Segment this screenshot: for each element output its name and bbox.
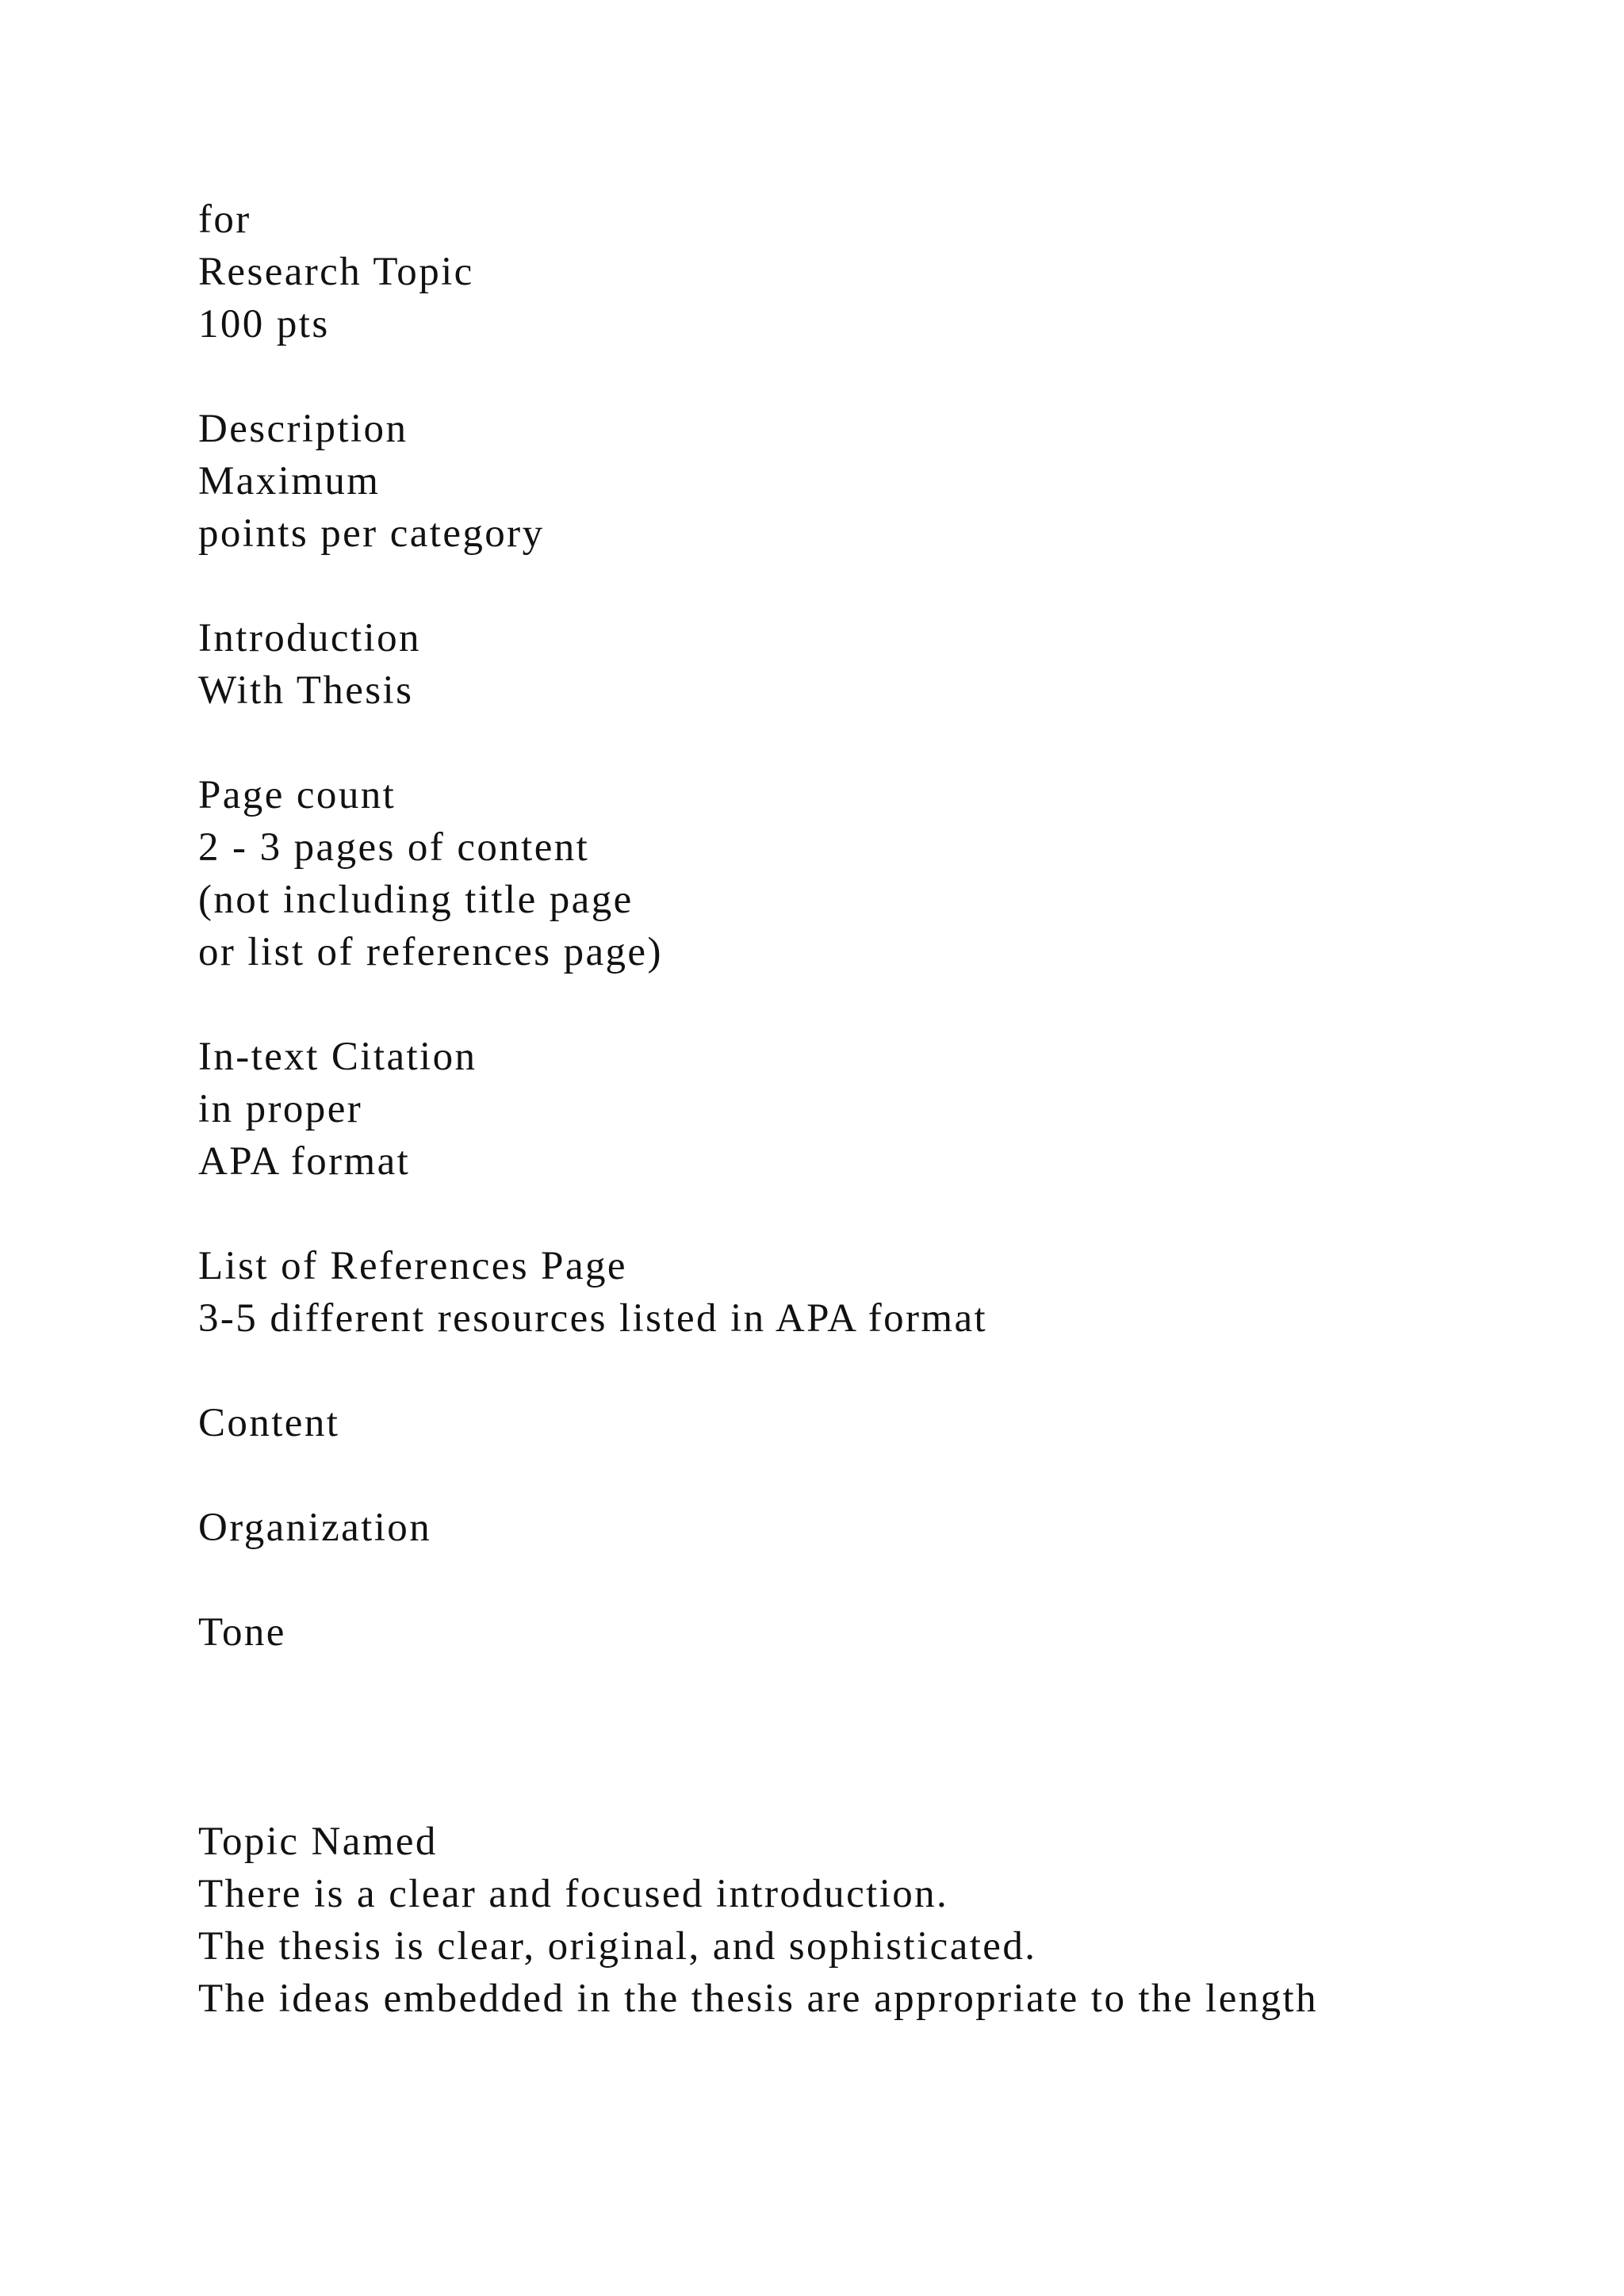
points-per-category-heading: points per category <box>198 511 545 556</box>
spacer <box>198 1188 1586 1240</box>
category-page-count-detail: (not including title page <box>198 878 634 922</box>
category-page-count-detail: or list of references page) <box>198 930 663 974</box>
category-introduction: Introduction <box>198 616 421 660</box>
category-page-count-detail: 2 - 3 pages of content <box>198 825 590 870</box>
spacer <box>198 1554 1586 1606</box>
category-content: Content <box>198 1401 340 1445</box>
topic-named-heading: Topic Named <box>198 1820 438 1864</box>
spacer <box>198 560 1586 612</box>
category-in-text-citation-detail: in proper <box>198 1087 363 1131</box>
spacer <box>198 1449 1586 1502</box>
description-heading: Description <box>198 407 408 451</box>
spacer-large <box>198 1659 1586 1816</box>
maximum-heading: Maximum <box>198 459 381 503</box>
topic-criterion: There is a clear and focused introduction. <box>198 1872 949 1916</box>
rubric-text <box>198 193 1586 2025</box>
spacer <box>198 350 1586 403</box>
category-references-page-detail: 3-5 different resources listed in APA format <box>198 1296 988 1341</box>
category-references-page: List of References Page <box>198 1244 627 1288</box>
category-page-count: Page count <box>198 773 396 817</box>
for-label: for <box>198 197 251 242</box>
topic-criterion: The thesis is clear, original, and sophisticated. <box>198 1924 1037 1969</box>
total-points: 100 pts <box>198 302 330 346</box>
category-in-text-citation-detail: APA format <box>198 1139 411 1184</box>
spacer <box>198 978 1586 1031</box>
topic-criterion: The ideas embedded in the thesis are appropriate to the length <box>198 1976 1319 2021</box>
spacer <box>198 717 1586 769</box>
spacer <box>198 1345 1586 1397</box>
category-tone: Tone <box>198 1610 286 1655</box>
category-in-text-citation: In-text Citation <box>198 1035 477 1079</box>
research-topic-title: Research Topic <box>198 250 474 294</box>
category-organization: Organization <box>198 1506 432 1550</box>
category-introduction-detail: With Thesis <box>198 668 414 713</box>
